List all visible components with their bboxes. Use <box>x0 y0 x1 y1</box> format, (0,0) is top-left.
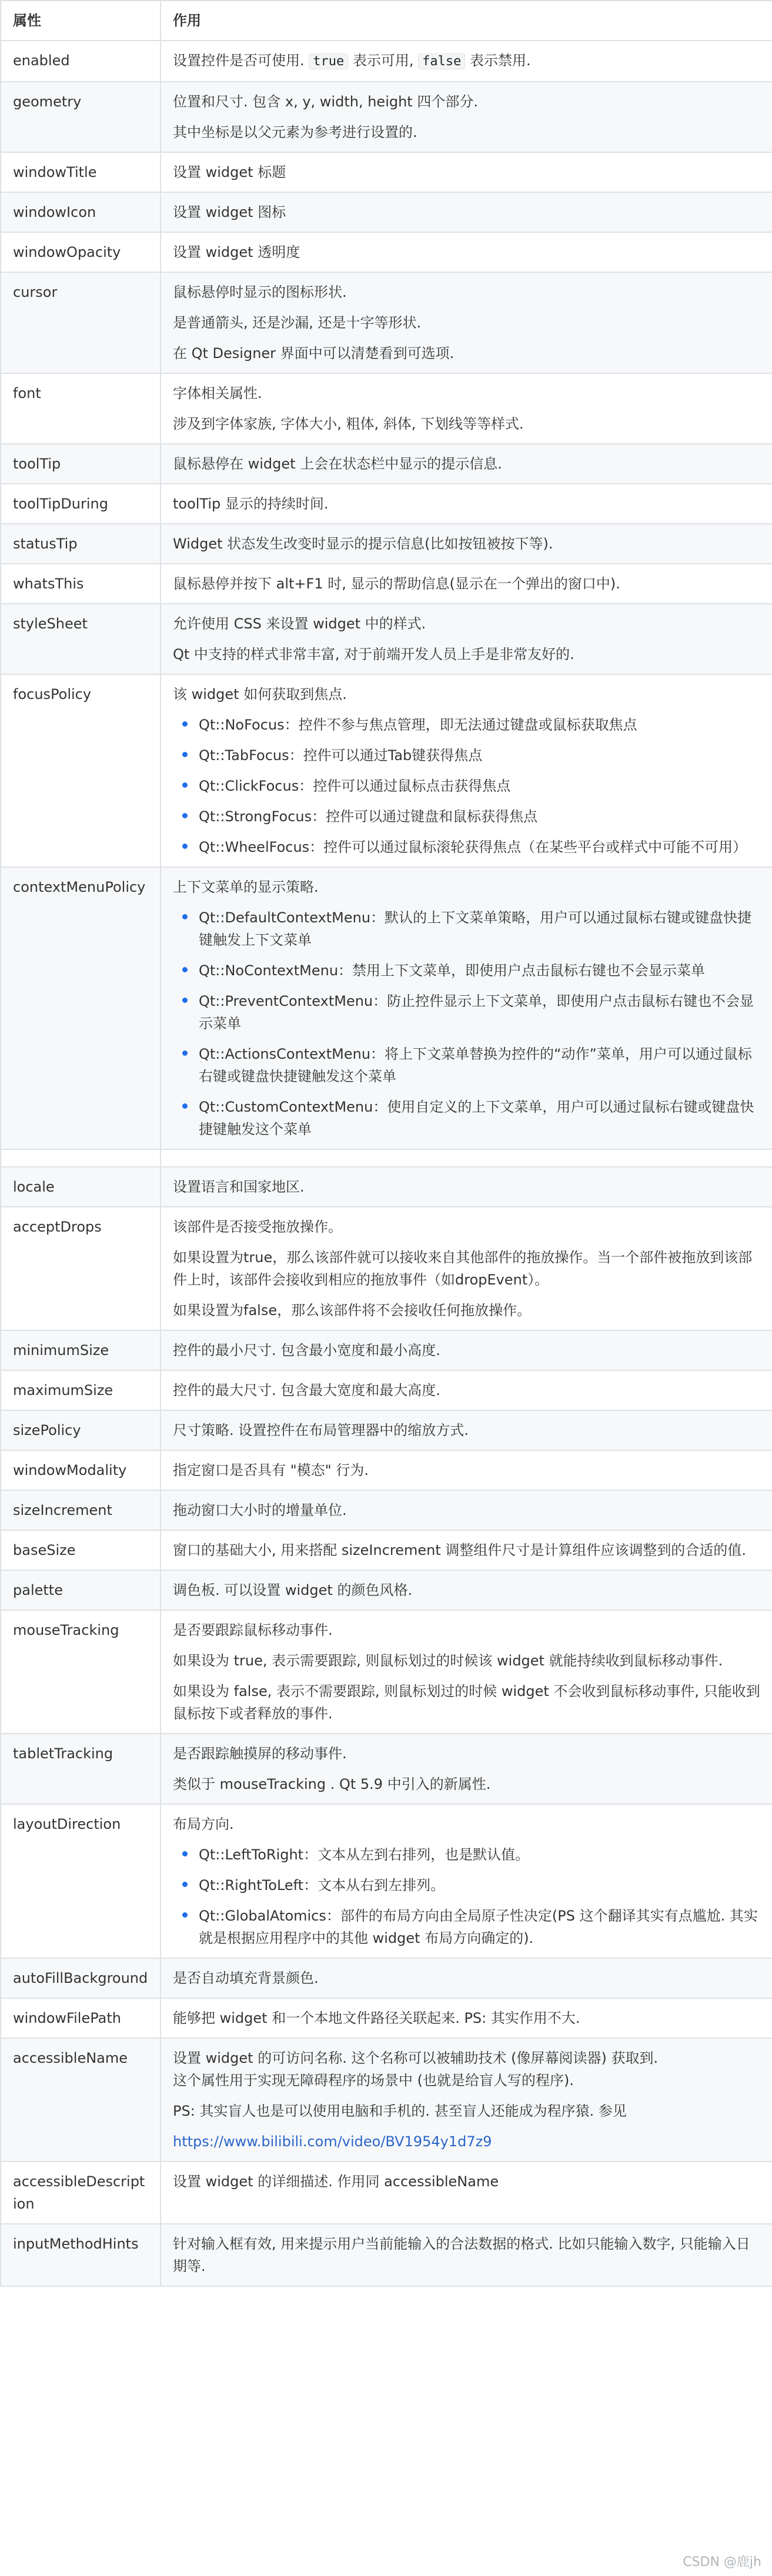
option-list <box>173 906 760 1140</box>
table-row <box>1 1530 772 1570</box>
property-name: maximumSize <box>1 1370 161 1410</box>
description-line: 其中坐标是以父元素为参考进行设置的. <box>173 124 417 140</box>
property-description <box>161 1330 772 1370</box>
table-row <box>1 484 772 524</box>
property-name: windowIcon <box>1 192 161 232</box>
property-name: layoutDirection <box>1 1804 161 1958</box>
property-description <box>161 1167 772 1207</box>
property-description <box>161 524 772 564</box>
property-name: contextMenuPolicy <box>1 867 161 1149</box>
table-row <box>1 604 772 674</box>
property-description <box>161 1530 772 1570</box>
list-item-text: Qt::GlobalAtomics：部件的布局方向由全局原子性决定(PS 这个翻译其实有点尴尬. 其实就是根据应用程序中的其他 widget 布局方向确定的). <box>199 1908 758 1946</box>
table-row <box>1 1207 772 1330</box>
description-line: toolTip 显示的持续时间. <box>173 496 329 512</box>
bullet-icon <box>182 844 188 849</box>
bullet-icon <box>182 1103 188 1109</box>
property-description <box>161 564 772 604</box>
property-description <box>161 674 772 867</box>
description-line: 位置和尺寸. 包含 x, y, width, height 四个部分. <box>173 93 478 110</box>
table-row <box>1 564 772 604</box>
property-description <box>161 1610 772 1734</box>
header-effect: 作用 <box>161 1 772 41</box>
property-description <box>161 1207 772 1330</box>
description-line: 设置 widget 图标 <box>173 204 286 220</box>
description-text: 表示禁用. <box>465 52 531 69</box>
table-row <box>1 1490 772 1530</box>
list-item <box>199 1844 760 1866</box>
list-item-text: Qt::StrongFocus：控件可以通过键盘和鼠标获得焦点 <box>199 808 538 825</box>
property-description <box>161 867 772 1149</box>
description-line: 字体相关属性. <box>173 385 262 402</box>
property-description <box>161 444 772 484</box>
bullet-icon <box>182 752 188 757</box>
table-row <box>1 1370 772 1410</box>
description-line: 该 widget 如何获取到焦点. <box>173 686 347 702</box>
property-description <box>161 1490 772 1530</box>
description-text: 表示可用, <box>348 52 419 69</box>
description-line: 设置 widget 标题 <box>173 164 286 180</box>
property-description <box>161 2162 772 2224</box>
list-item-text: Qt::WheelFocus：控件可以通过鼠标滚轮获得焦点（在某些平台或样式中可能不可用） <box>199 839 747 855</box>
description-line: 控件的最小尺寸. 包含最小宽度和最小高度. <box>173 1342 440 1359</box>
property-description <box>161 1410 772 1450</box>
description-line: 鼠标悬停并按下 alt+F1 时, 显示的帮助信息(显示在一个弹出的窗口中). <box>173 576 620 592</box>
description-line: 鼠标悬停时显示的图标形状. <box>173 284 347 300</box>
property-name: enabled <box>1 41 161 82</box>
table-row <box>1 192 772 232</box>
list-item-text: Qt::LeftToRight：文本从左到右排列，也是默认值。 <box>199 1846 530 1863</box>
property-name: toolTipDuring <box>1 484 161 524</box>
description-line: 如果设为 false, 表示不需要跟踪, 则鼠标划过的时候 widget 不会收到鼠标移动事件, 只能收到鼠标按下或者释放的事件. <box>173 1683 760 1722</box>
description-line: 是普通箭头, 还是沙漏, 还是十字等形状. <box>173 315 422 331</box>
table-header-row <box>1 1 772 41</box>
property-description <box>161 1958 772 1998</box>
list-item-text: Qt::NoContextMenu：禁用上下文菜单，即使用户点击鼠标右键也不会显示菜单 <box>199 962 706 979</box>
list-item-text: Qt::CustomContextMenu：使用自定义的上下文菜单，用户可以通过鼠标右键或键盘快捷键触发这个菜单 <box>199 1099 754 1138</box>
property-name: toolTip <box>1 444 161 484</box>
description-line: 类似于 mouseTracking . Qt 5.9 中引入的新属性. <box>173 1776 491 1792</box>
table-row <box>1 2038 772 2162</box>
list-item <box>199 744 760 767</box>
table-row <box>1 867 772 1149</box>
bullet-icon <box>182 967 188 972</box>
property-name: windowFilePath <box>1 1998 161 2038</box>
description-line: 允许使用 CSS 来设置 widget 中的样式. <box>173 615 426 632</box>
table-row <box>1 82 772 152</box>
table-row <box>1 232 772 272</box>
description-line: 调色板. 可以设置 widget 的颜色风格. <box>173 1582 413 1598</box>
description-line: 该部件是否接受拖放操作。 <box>173 1219 342 1235</box>
table-row <box>1 1450 772 1490</box>
table-row <box>1 152 772 192</box>
option-list <box>173 714 760 858</box>
list-item-text: Qt::ClickFocus：控件可以通过鼠标点击获得焦点 <box>199 778 511 794</box>
property-name: geometry <box>1 82 161 152</box>
description-line: 尺寸策略. 设置控件在布局管理器中的缩放方式. <box>173 1422 469 1438</box>
property-name: font <box>1 373 161 444</box>
table-row <box>1 272 772 373</box>
list-item <box>199 959 760 982</box>
list-item-text: Qt::TabFocus：控件可以通过Tab键获得焦点 <box>199 747 483 764</box>
property-name: minimumSize <box>1 1330 161 1370</box>
description-line: 布局方向. <box>173 1816 234 1832</box>
table-row <box>1 1570 772 1610</box>
table-row <box>1 524 772 564</box>
description-line: 能够把 widget 和一个本地文件路径关联起来. PS: 其实作用不大. <box>173 2010 580 2026</box>
list-item <box>199 1096 760 1140</box>
property-name: windowModality <box>1 1450 161 1490</box>
property-name: statusTip <box>1 524 161 564</box>
bullet-icon <box>182 1912 188 1918</box>
table-row <box>1 2224 772 2286</box>
property-name: palette <box>1 1570 161 1610</box>
description-line: 窗口的基础大小, 用来搭配 sizeIncrement 调整组件尺寸是计算组件应该调整到的合适的值. <box>173 1542 747 1558</box>
table-row <box>1 1410 772 1450</box>
description-line <box>173 49 760 73</box>
table-row <box>1 1998 772 2038</box>
property-description <box>161 373 772 444</box>
property-description <box>161 2038 772 2162</box>
property-name: locale <box>1 1167 161 1207</box>
description-line: 上下文菜单的显示策略. <box>173 879 319 895</box>
list-item-text: Qt::RightToLeft：文本从右到左排列。 <box>199 1877 445 1893</box>
property-name: baseSize <box>1 1530 161 1570</box>
property-name: cursor <box>1 272 161 373</box>
property-name <box>1 1149 161 1167</box>
property-description <box>161 272 772 373</box>
bullet-icon <box>182 914 188 919</box>
list-item <box>199 1905 760 1949</box>
watermark: CSDN @鹿jh <box>683 2555 761 2570</box>
property-description <box>161 232 772 272</box>
description-line: 设置语言和国家地区. <box>173 1179 305 1195</box>
property-name: inputMethodHints <box>1 2224 161 2286</box>
bullet-icon <box>182 721 188 727</box>
property-description <box>161 1149 772 1167</box>
table-row <box>1 1149 772 1167</box>
table-row <box>1 2162 772 2224</box>
property-name: styleSheet <box>1 604 161 674</box>
property-description <box>161 1998 772 2038</box>
list-item <box>199 805 760 828</box>
property-description <box>161 1450 772 1490</box>
property-name: acceptDrops <box>1 1207 161 1330</box>
property-name: whatsThis <box>1 564 161 604</box>
description-line: Qt 中支持的样式非常丰富, 对于前端开发人员上手是非常友好的. <box>173 646 574 663</box>
bullet-icon <box>182 998 188 1003</box>
bullet-icon <box>182 1882 188 1887</box>
property-description <box>161 604 772 674</box>
property-name: autoFillBackground <box>1 1958 161 1998</box>
table-row <box>1 444 772 484</box>
bullet-icon <box>182 813 188 818</box>
description-line: Widget 状态发生改变时显示的提示信息(比如按钮被按下等). <box>173 536 553 552</box>
option-list <box>173 1844 760 1949</box>
description-line: 如果设置为true，那么该部件就可以接收来自其他部件的拖放操作。当一个部件被拖放到该部件上时，该部件会接收到相应的拖放事件（如dropEvent）。 <box>173 1249 753 1288</box>
description-line: 设置 widget 透明度 <box>173 244 300 260</box>
property-description <box>161 152 772 192</box>
list-item-text: Qt::DefaultContextMenu：默认的上下文菜单策略，用户可以通过鼠标右键或键盘快捷键触发上下文菜单 <box>199 909 752 948</box>
property-description <box>161 2224 772 2286</box>
header-property: 属性 <box>1 1 161 41</box>
description-line: 是否自动填充背景颜色. <box>173 1970 319 1986</box>
description-line: 在 Qt Designer 界面中可以清楚看到可选项. <box>173 345 454 362</box>
table-row <box>1 1804 772 1958</box>
description-line: PS: 其实盲人也是可以使用电脑和手机的. 甚至盲人还能成为程序猿. 参见 <box>173 2103 627 2119</box>
property-description <box>161 1734 772 1804</box>
table-row <box>1 674 772 867</box>
property-name: mouseTracking <box>1 1610 161 1734</box>
description-line: 拖动窗口大小时的增量单位. <box>173 1502 347 1518</box>
bullet-icon <box>182 1051 188 1056</box>
inline-code: true <box>309 53 348 69</box>
property-name: sizePolicy <box>1 1410 161 1450</box>
list-item-text: Qt::NoFocus：控件不参与焦点管理，即无法通过键盘或鼠标获取焦点 <box>199 717 637 733</box>
list-item <box>199 906 760 951</box>
description-line: 是否要跟踪鼠标移动事件. <box>173 1622 333 1638</box>
property-description <box>161 484 772 524</box>
list-item-text: Qt::ActionsContextMenu：将上下文菜单替换为控件的“动作”菜单，用户可以通过鼠标右键或键盘快捷键触发这个菜单 <box>199 1046 752 1085</box>
list-item <box>199 1043 760 1088</box>
property-description <box>161 41 772 82</box>
property-name: windowTitle <box>1 152 161 192</box>
list-item <box>199 990 760 1035</box>
property-description <box>161 1570 772 1610</box>
property-name: accessibleName <box>1 2038 161 2162</box>
description-line: 是否跟踪触摸屏的移动事件. <box>173 1745 347 1762</box>
description-line: 指定窗口是否具有 "模态" 行为. <box>173 1462 369 1478</box>
table-row <box>1 373 772 444</box>
video-link[interactable]: https://www.bilibili.com/video/BV1954y1d7z9 <box>173 2133 492 2150</box>
property-name: focusPolicy <box>1 674 161 867</box>
description-line: 鼠标悬停在 widget 上会在状态栏中显示的提示信息. <box>173 456 502 472</box>
table-row <box>1 1958 772 1998</box>
description-line: 如果设为 true, 表示需要跟踪, 则鼠标划过的时候该 widget 就能持续收到鼠标移动事件. <box>173 1652 723 1669</box>
list-item <box>199 775 760 797</box>
bullet-icon <box>182 1851 188 1856</box>
property-description <box>161 1804 772 1958</box>
table-row <box>1 1167 772 1207</box>
description-line: 设置 widget 的详细描述. 作用同 accessibleName <box>173 2173 499 2190</box>
bullet-icon <box>182 782 188 788</box>
property-description <box>161 82 772 152</box>
table-row <box>1 1734 772 1804</box>
description-line: 如果设置为false，那么该部件将不会接收任何拖放操作。 <box>173 1302 532 1319</box>
property-description <box>161 192 772 232</box>
table-row <box>1 1610 772 1734</box>
description-line: 设置 widget 的可访问名称. 这个名称可以被辅助技术 (像屏幕阅读器) 获取到. 这个属性用于实现无障碍程序的场景中 (也就是给盲人写的程序). <box>173 2050 659 2089</box>
list-item <box>199 714 760 736</box>
property-name: windowOpacity <box>1 232 161 272</box>
list-item-text: Qt::PreventContextMenu：防止控件显示上下文菜单，即使用户点击鼠标右键也不会显示菜单 <box>199 993 754 1032</box>
list-item <box>199 1874 760 1896</box>
property-name: accessibleDescription <box>1 2162 161 2224</box>
table-row <box>1 1330 772 1370</box>
description-text: 设置控件是否可使用. <box>173 52 309 69</box>
property-description <box>161 1370 772 1410</box>
inline-code: false <box>418 53 465 69</box>
description-line: 涉及到字体家族, 字体大小, 粗体, 斜体, 下划线等等样式. <box>173 416 524 432</box>
description-line: 针对输入框有效, 用来提示用户当前能输入的合法数据的格式. 比如只能输入数字, 只能输入日期等. <box>173 2236 750 2274</box>
property-name: sizeIncrement <box>1 1490 161 1530</box>
list-item <box>199 836 760 858</box>
description-line <box>173 2130 760 2153</box>
property-name: tabletTracking <box>1 1734 161 1804</box>
table-row <box>1 41 772 82</box>
description-line: 控件的最大尺寸. 包含最大宽度和最大高度. <box>173 1382 440 1399</box>
